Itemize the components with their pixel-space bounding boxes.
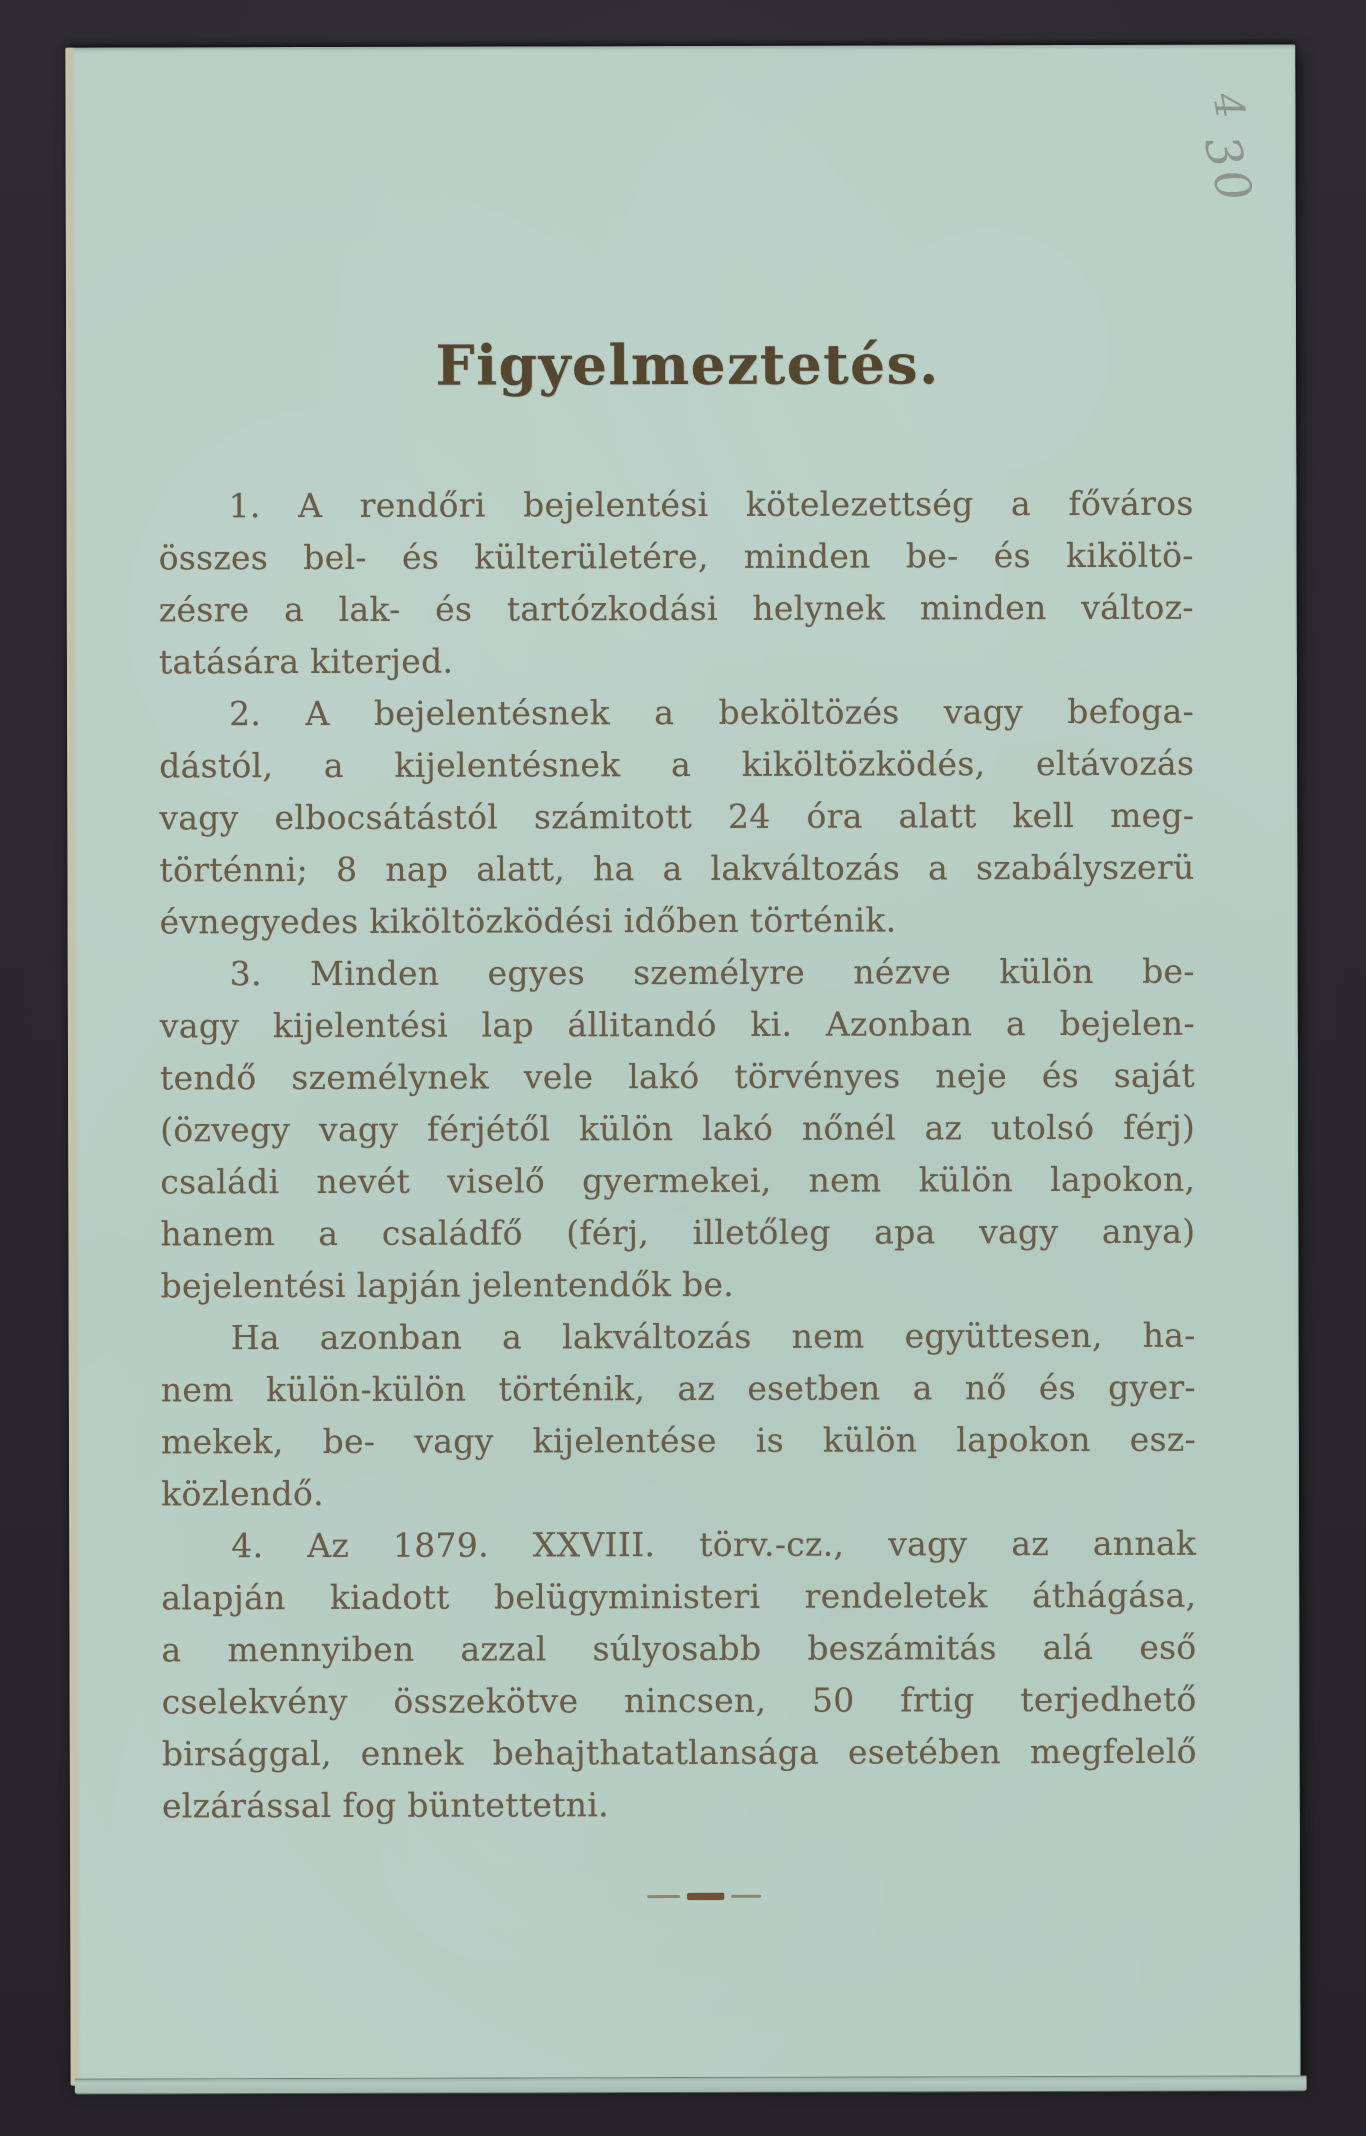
page-title: Figyelmeztetés. [435,331,940,398]
pencil-annotation [1183,82,1273,211]
page-spine-edge [65,48,81,2086]
text-line: vagy kijelentési lap állitandó ki. Azonban a bejelen- [159,1003,1195,1046]
text-line: tatására kiterjed. [158,641,454,682]
paragraph [161,1518,1197,1833]
text-line: hanem a családfő (férj, illetőleg apa vagy anya) [160,1211,1196,1254]
text-line: elzárással fog büntettetni. [161,1785,610,1826]
body-text [158,478,1197,1833]
text-line: zésre a lak- és tartózkodási helynek minden változ- [158,587,1194,630]
divider-dash [731,1895,761,1898]
text-line: alapján kiadott belügyministeri rendeletek áthágása, [161,1575,1197,1618]
paragraph [158,478,1194,689]
divider-dash [687,1893,724,1900]
text-line: mekek, be- vagy kijelentése is külön lapokon esz- [160,1419,1197,1462]
document-page [65,44,1300,2085]
text-line: vagy elbocsátástól számitott 24 óra alatt kell meg- [159,795,1195,838]
underlying-sheet-edge [75,2075,1307,2094]
text-line: tendő személynek vele lakó törvényes neje és saját [159,1055,1196,1098]
text-line: nem külön-külön történik, az esetben a nő és gyer- [160,1367,1196,1410]
text-line: a mennyiben azzal súlyosabb beszámitás alá eső [161,1627,1197,1670]
text-column [157,45,1197,1902]
text-line: bejelentési lapján jelentendők be. [160,1264,735,1306]
text-line: 3. Minden egyes személyre nézve külön be- [229,951,1195,994]
pencil-annotation-value: 4 [1203,88,1254,123]
paragraph [159,686,1195,949]
text-line: összes bel- és külterületére, minden be- és kiköltö- [158,535,1194,578]
paragraph [161,1310,1197,1521]
text-line: dástól, a kijelentésnek a kiköltözködés, eltávozás [159,743,1195,786]
text-line: történni; 8 nap alatt, ha a lakváltozás a szabályszerü [159,847,1195,890]
text-line: cselekvény összekötve nincsen, 50 frtig terjedhető [161,1679,1197,1722]
section-divider [647,1892,1197,1900]
text-line: birsággal, ennek behajthatatlansága esetében megfelelő [161,1731,1197,1774]
pencil-annotation-value: 30 [1193,130,1265,211]
text-line: családi nevét viselő gyermekei, nem külön lapokon, [160,1159,1196,1202]
paragraph [160,946,1196,1313]
text-line: (özvegy vagy férjétől külön lakó nőnél az utolsó férj) [160,1107,1196,1150]
text-line: 2. A bejelentésnek a beköltözés vagy befoga- [229,691,1195,734]
text-line: évnegyedes kiköltözködési időben történik. [159,900,897,942]
text-line: 4. Az 1879. XXVIII. törv.-cz., vagy az annak [231,1523,1197,1566]
text-line: Ha azonban a lakváltozás nem együttesen, ha- [230,1315,1196,1358]
text-line: 1. A rendőri bejelentési kötelezettség a főváros [228,483,1194,526]
text-line: közlendő. [161,1473,324,1514]
divider-dash [647,1895,680,1898]
